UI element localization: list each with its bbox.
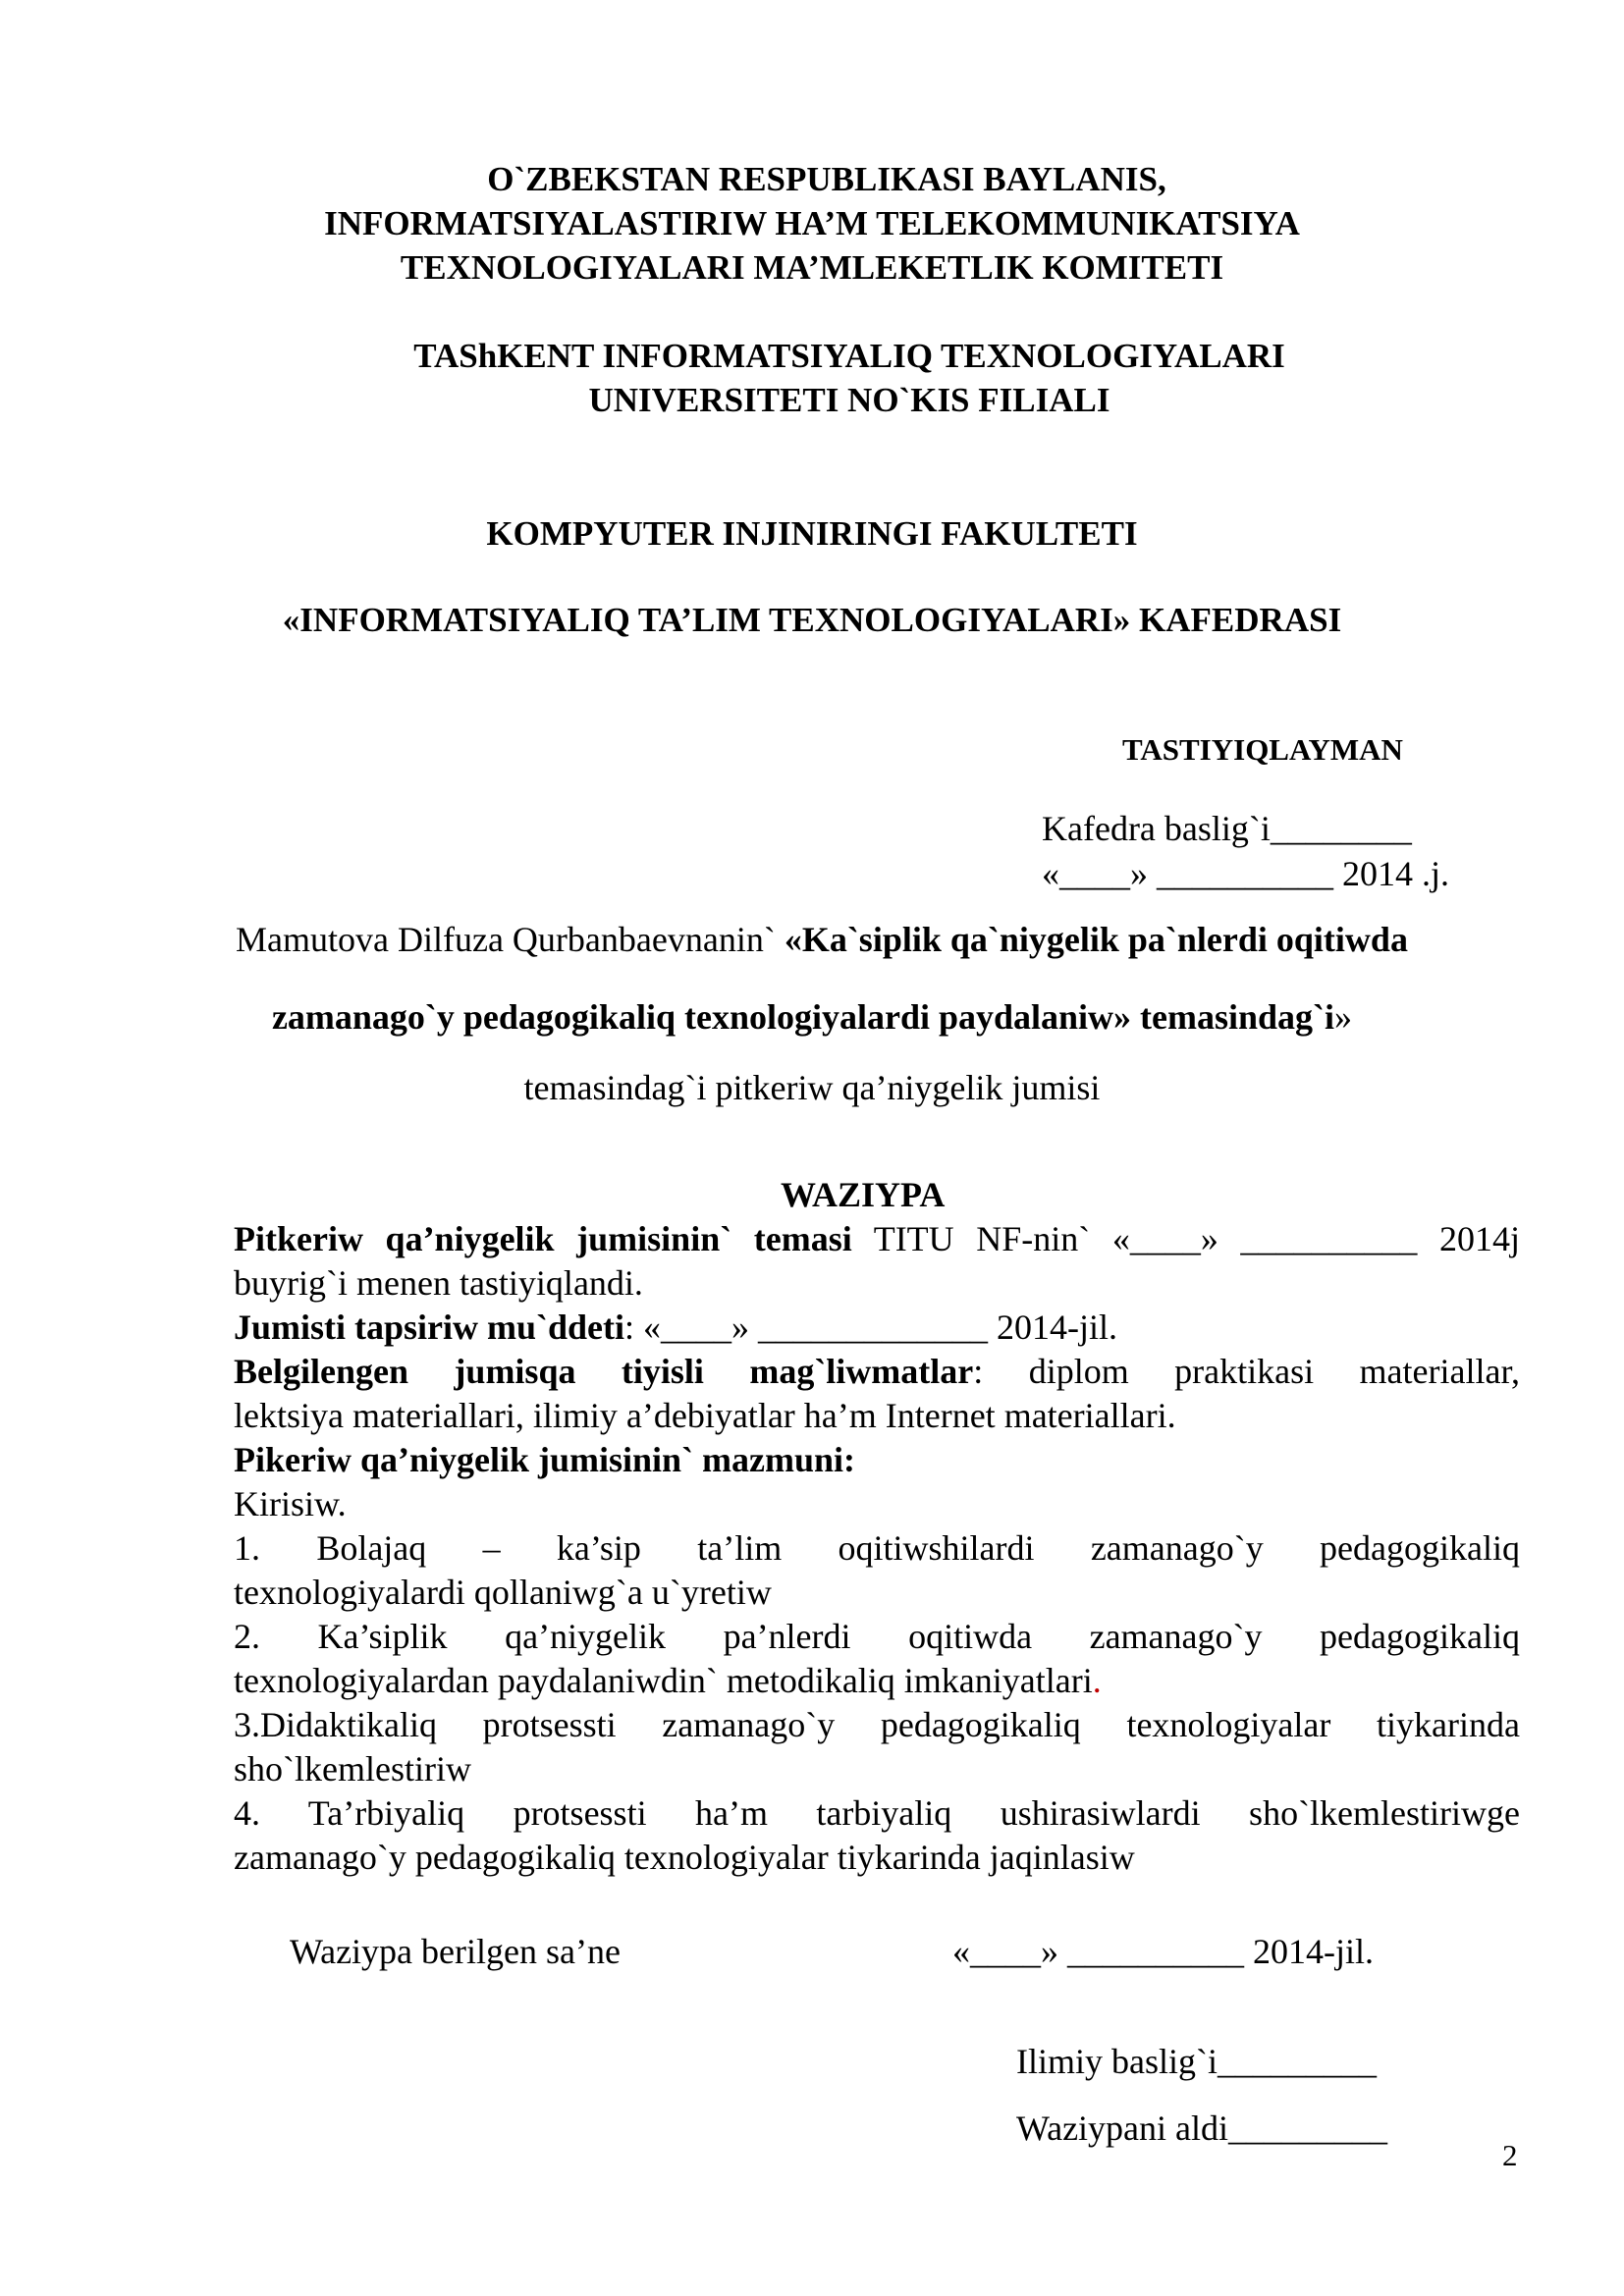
ministry-line-2: INFORMATSIYALASTIRIW HA’M TELEKOMMUNIKATSIYA bbox=[324, 204, 1300, 242]
task-item-3-line-1: 3.Didaktikaliq protsessti zamanago`y pedagogikaliq texnologiyalar tiykarinda bbox=[234, 1705, 1520, 1744]
task-deadline-text: : «____» _____________ 2014-jil. bbox=[624, 1308, 1118, 1347]
university-line-2: UNIVERSITETI NO`KIS FILIALI bbox=[588, 381, 1110, 419]
task-item-1-line-2: texnologiyalardi qollaniwg`a u`yretiw bbox=[234, 1573, 772, 1612]
supervisor-signature: Ilimiy baslig`i_________ bbox=[1016, 2042, 1377, 2081]
task-materials-line bbox=[234, 1350, 1520, 1393]
task-item-1-line-1: 1. Bolajaq – ka’sip ta’lim oqitiwshilardi zamanago`y pedagogikaliq bbox=[234, 1528, 1520, 1568]
thesis-topic-part-2: zamanago`y pedagogikaliq texnologiyalardi paydalaniw» temasindag`i bbox=[271, 997, 1335, 1037]
task-theme-label: Pitkeriw qa’niygelik jumisinin` temasi bbox=[234, 1219, 852, 1258]
recipient-signature: Waziypani aldi_________ bbox=[1016, 2109, 1388, 2148]
university-line-1: TAShKENT INFORMATSIYALIQ TEXNOLOGIYALARI bbox=[413, 337, 1285, 375]
thesis-topic-part-1: «Ka`siplik qa`niygelik pa`nlerdi oqitiwda bbox=[784, 920, 1408, 959]
faculty-title: KOMPYUTER INJINIRINGI FAKULTETI bbox=[486, 514, 1138, 553]
task-item-2-period: . bbox=[1092, 1661, 1102, 1700]
department-head-signature: Kafedra baslig`i________ bbox=[1042, 809, 1412, 848]
task-title: WAZIYPA bbox=[781, 1175, 946, 1214]
task-materials-label: Belgilengen jumisqa tiyisli mag`liwmatlar bbox=[234, 1352, 974, 1391]
issued-date: «____» __________ 2014-jil. bbox=[952, 1932, 1374, 1971]
ministry-line-1: O`ZBEKSTAN RESPUBLIKASI BAYLANIS, bbox=[487, 160, 1166, 198]
student-line bbox=[236, 918, 1408, 961]
task-intro: Kirisiw. bbox=[234, 1484, 347, 1523]
task-item-4-line-1: 4. Ta’rbiyaliq protsessti ha’m tarbiyaliq ushirasiwlardi sho`lkemlestiriwge bbox=[234, 1793, 1520, 1833]
ministry-line-3: TEXNOLOGIYALARI MA’MLEKETLIK KOMITETI bbox=[400, 248, 1224, 287]
task-item-2-line-2: texnologiyalardan paydalaniwdin` metodikaliq imkaniyatlari bbox=[234, 1661, 1093, 1700]
department-title: «INFORMATSIYALIQ TA’LIM TEXNOLOGIYALARI» KAFEDRASI bbox=[282, 601, 1342, 639]
task-deadline-line bbox=[234, 1306, 1520, 1349]
task-theme-line-2: buyrig`i menen tastiyiqlandi. bbox=[234, 1263, 643, 1303]
task-item-2-line-1: 2. Ka’siplik qa’niygelik pa’nlerdi oqitiwda zamanago`y pedagogikaliq bbox=[234, 1617, 1520, 1656]
approval-title: TASTIYIQLAYMAN bbox=[1122, 732, 1403, 767]
task-deadline-label: Jumisti tapsiriw mu`ddeti bbox=[234, 1308, 625, 1347]
task-item-2-line-2-wrap bbox=[234, 1659, 1520, 1702]
page-number: 2 bbox=[1502, 2138, 1518, 2172]
ministry-header bbox=[0, 157, 1624, 290]
task-theme-text: TITU NF-nin` «____» __________ 2014j bbox=[873, 1219, 1520, 1258]
task-item-4-line-2: zamanago`y pedagogikaliq texnologiyalar tiykarinda jaqinlasiw bbox=[234, 1838, 1135, 1877]
task-item-3-line-2: sho`lkemlestiriw bbox=[234, 1749, 471, 1789]
task-materials-text: : diplom praktikasi materiallar, bbox=[973, 1352, 1520, 1391]
work-type: temasindag`i pitkeriw qa’niygelik jumisi bbox=[523, 1068, 1101, 1107]
university-header bbox=[37, 334, 1624, 422]
issued-label: Waziypa berilgen sa’ne bbox=[290, 1932, 621, 1971]
task-materials-line-2: lektsiya materiallari, ilimiy a’debiyatlar ha’m Internet materiallari. bbox=[234, 1396, 1176, 1435]
approval-date-line: «____» __________ 2014 .j. bbox=[1042, 854, 1450, 893]
task-theme-line bbox=[234, 1217, 1520, 1260]
student-name: Mamutova Dilfuza Qurbanbaevnanin` bbox=[236, 920, 776, 959]
thesis-topic-line-2 bbox=[0, 995, 1624, 1039]
thesis-topic-close: » bbox=[1334, 997, 1353, 1037]
task-content-label: Pikeriw qa’niygelik jumisinin` mazmuni: bbox=[234, 1440, 856, 1479]
